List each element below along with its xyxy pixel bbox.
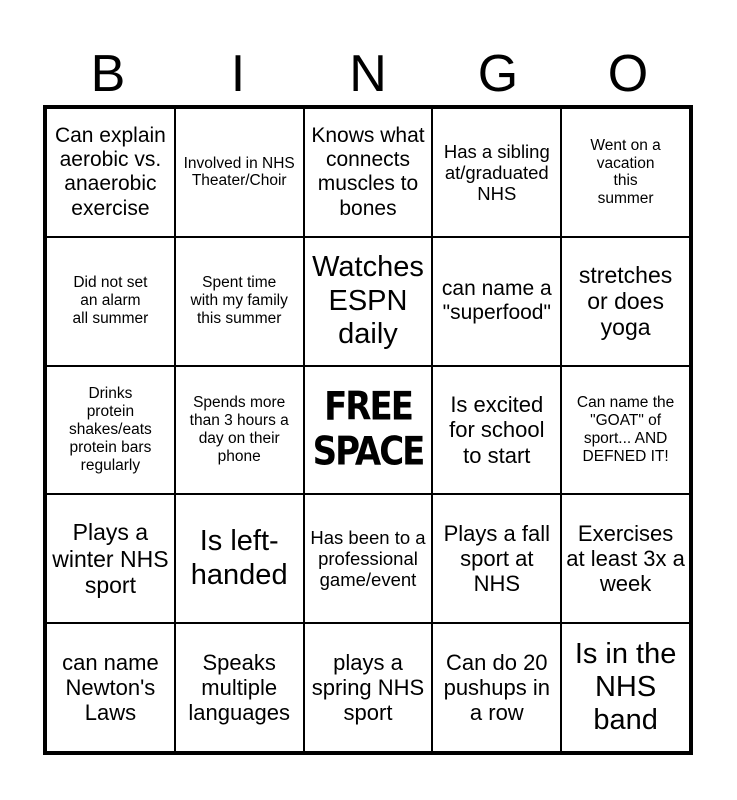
bingo-header: [43, 44, 693, 104]
cell-text: Can name the "GOAT" of sport... AND DEFNED IT!: [576, 394, 675, 465]
bingo-cell[interactable]: [432, 108, 561, 237]
bingo-cell[interactable]: [304, 108, 433, 237]
cell-text: Can explain aerobic vs. anaerobic exercise: [54, 124, 166, 220]
bingo-cell[interactable]: [561, 237, 690, 366]
cell-text: can name a "superfood": [441, 277, 552, 325]
cell-text: Spends more than 3 hours a day on their phone: [189, 394, 289, 465]
cell-text: Exercises at least 3x a week: [566, 520, 685, 597]
bingo-cell[interactable]: [432, 237, 561, 366]
bingo-cell[interactable]: [46, 237, 175, 366]
bingo-grid: [43, 105, 693, 755]
bingo-cell[interactable]: [304, 494, 433, 623]
free-space[interactable]: [304, 366, 433, 495]
cell-text: stretches or does yoga: [578, 261, 673, 341]
cell-text: can name Newton's Laws: [62, 649, 159, 726]
bingo-cell[interactable]: [432, 494, 561, 623]
cell-text: Has been to a professional game/event: [310, 526, 426, 591]
bingo-cell[interactable]: [175, 494, 304, 623]
cell-text: Went on a vacation this summer: [590, 136, 661, 208]
bingo-cell[interactable]: [561, 494, 690, 623]
bingo-cell[interactable]: [561, 366, 690, 495]
cell-text: Is excited for school to start: [449, 392, 545, 468]
free-space-text: FREE SPACE: [312, 383, 424, 475]
bingo-cell[interactable]: [561, 108, 690, 237]
header-letter-b: B: [90, 45, 126, 103]
bingo-cell[interactable]: [175, 237, 304, 366]
cell-text: Watches ESPN daily: [312, 251, 424, 350]
cell-text: Is left-handed: [190, 525, 288, 591]
cell-text: plays a spring NHS sport: [311, 649, 425, 726]
bingo-cell[interactable]: [304, 237, 433, 366]
bingo-cell[interactable]: [46, 623, 175, 752]
cell-text: Is in the NHS band: [574, 637, 677, 737]
bingo-cell[interactable]: [46, 494, 175, 623]
cell-text: Speaks multiple languages: [188, 649, 290, 726]
bingo-cell[interactable]: [432, 623, 561, 752]
cell-text: Drinks protein shakes/eats protein bars regularly: [69, 385, 152, 474]
cell-text: Plays a fall sport at NHS: [443, 520, 550, 597]
cell-text: Knows what connects muscles to bones: [311, 124, 425, 220]
bingo-cell[interactable]: [432, 366, 561, 495]
bingo-cell[interactable]: [175, 623, 304, 752]
cell-text: Can do 20 pushups in a row: [443, 649, 550, 726]
bingo-cell[interactable]: [304, 623, 433, 752]
cell-text: Has a sibling at/graduated NHS: [443, 140, 550, 205]
cell-text: Involved in NHS Theater/Choir: [183, 154, 295, 190]
header-letter-n: N: [349, 45, 387, 103]
cell-text: Spent time with my family this summer: [190, 274, 288, 328]
cell-text: Did not set an alarm all summer: [72, 274, 149, 328]
bingo-cell[interactable]: [46, 366, 175, 495]
bingo-cell[interactable]: [561, 623, 690, 752]
bingo-cell[interactable]: [175, 108, 304, 237]
header-letter-i: I: [230, 45, 246, 103]
bingo-cell[interactable]: [46, 108, 175, 237]
bingo-cell[interactable]: [175, 366, 304, 495]
cell-text: Plays a winter NHS sport: [52, 519, 169, 598]
header-letter-g: G: [477, 45, 519, 103]
header-letter-o: O: [607, 45, 649, 103]
